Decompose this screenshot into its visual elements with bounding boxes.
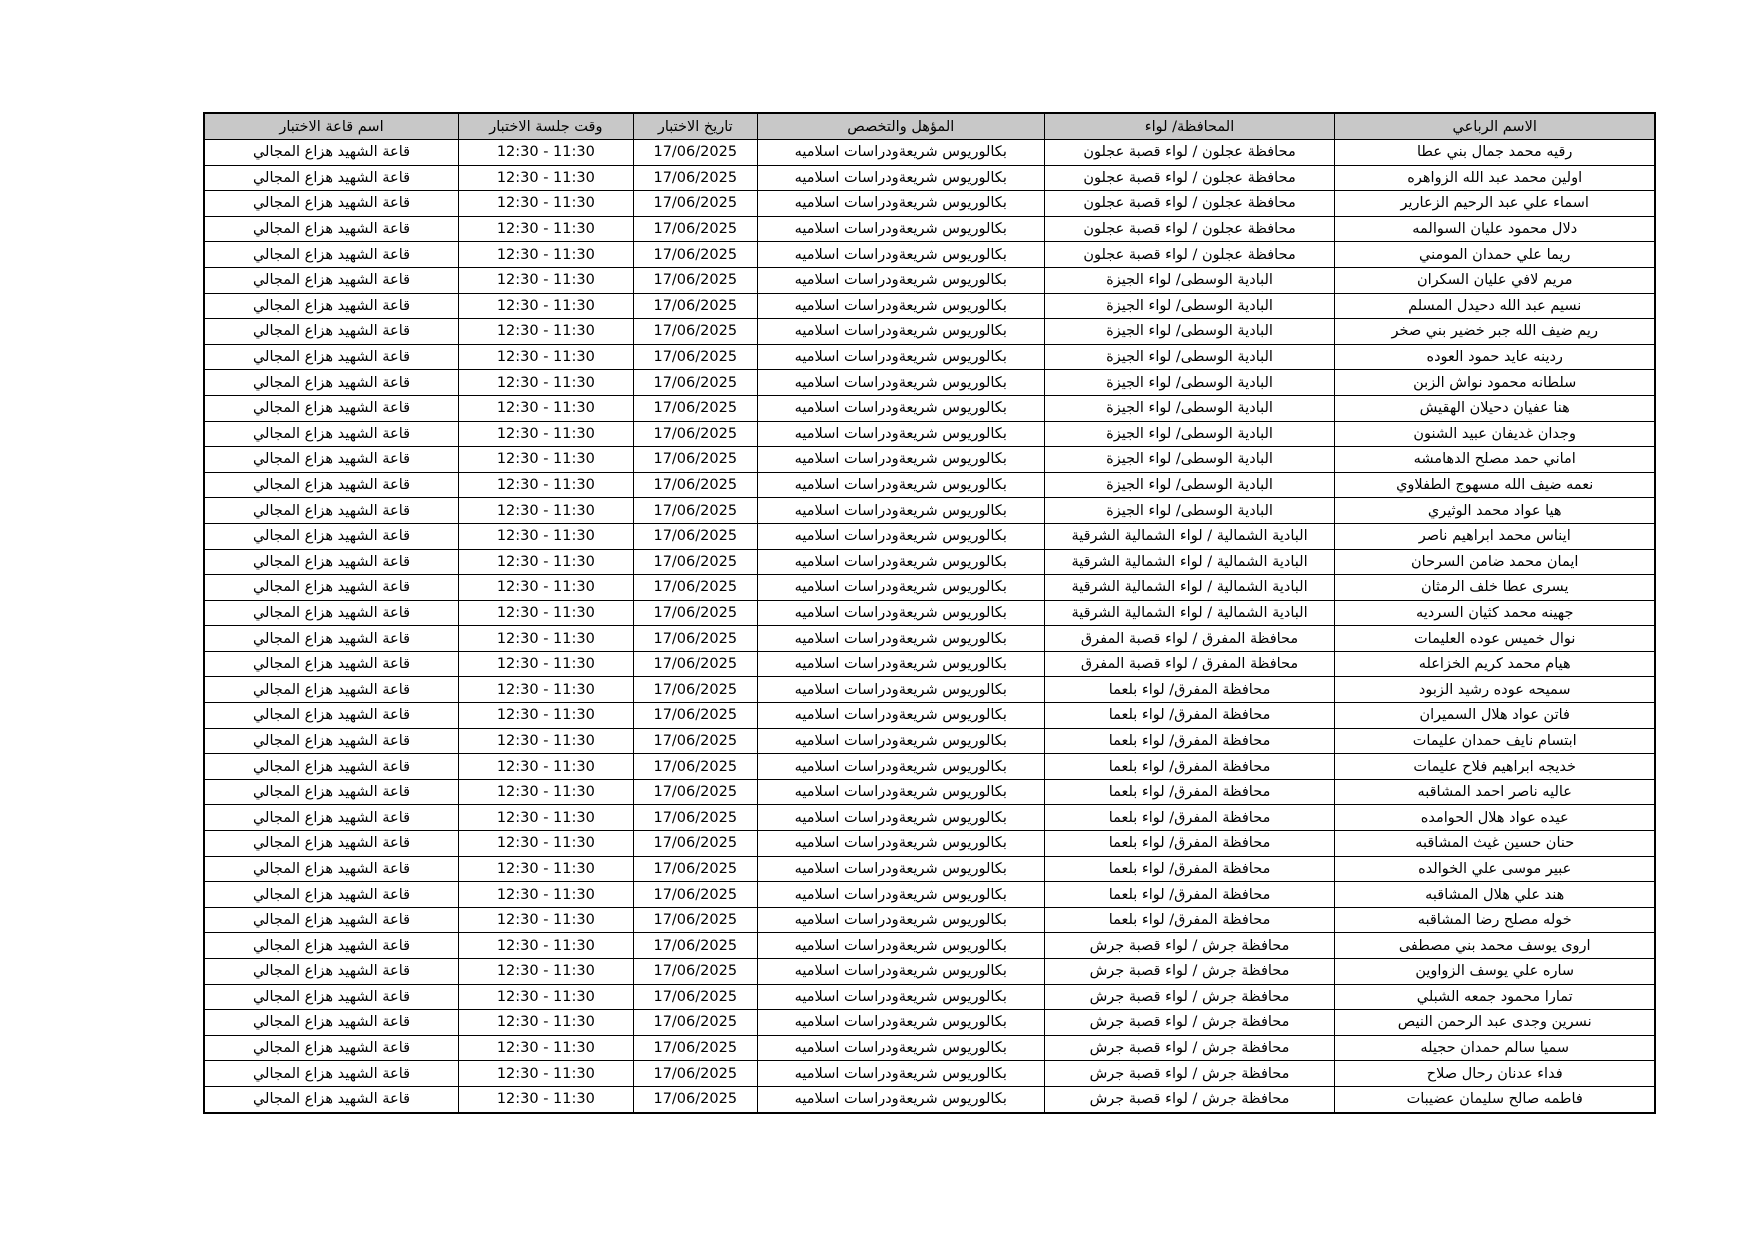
cell-time: 12:30 - 11:30 [459,216,634,242]
table-header [204,113,1655,140]
cell-qualification: بكالوريوس شريعةودراسات اسلاميه [757,651,1044,677]
cell-time: 12:30 - 11:30 [459,1035,634,1061]
cell-time: 12:30 - 11:30 [459,575,634,601]
cell-hall: قاعة الشهيد هزاع المجالي [204,626,459,652]
table-row [204,267,1655,293]
table-row [204,523,1655,549]
table-row [204,600,1655,626]
cell-name: مريم لافي عليان السكران [1335,267,1655,293]
cell-hall: قاعة الشهيد هزاع المجالي [204,370,459,396]
cell-hall: قاعة الشهيد هزاع المجالي [204,779,459,805]
cell-qualification: بكالوريوس شريعةودراسات اسلاميه [757,140,1044,166]
table-row [204,984,1655,1010]
header-governorate: المحافظة/ لواء [1044,113,1335,140]
cell-name: فاطمه صالح سليمان عضيبات [1335,1086,1655,1112]
cell-qualification: بكالوريوس شريعةودراسات اسلاميه [757,575,1044,601]
header-date: تاريخ الاختبار [633,113,757,140]
cell-date: 17/06/2025 [633,395,757,421]
cell-governorate: محافظة عجلون / لواء قصبة عجلون [1044,165,1335,191]
cell-time: 12:30 - 11:30 [459,933,634,959]
cell-name: ساره علي يوسف الزواوين [1335,959,1655,985]
cell-date: 17/06/2025 [633,754,757,780]
table-row [204,216,1655,242]
cell-qualification: بكالوريوس شريعةودراسات اسلاميه [757,447,1044,473]
cell-hall: قاعة الشهيد هزاع المجالي [204,1061,459,1087]
cell-hall: قاعة الشهيد هزاع المجالي [204,1010,459,1036]
cell-hall: قاعة الشهيد هزاع المجالي [204,856,459,882]
cell-name: حنان حسين غيث المشاقبه [1335,831,1655,857]
cell-time: 12:30 - 11:30 [459,984,634,1010]
cell-name: ايناس محمد ابراهيم ناصر [1335,523,1655,549]
cell-name: ريما علي حمدان المومني [1335,242,1655,268]
cell-qualification: بكالوريوس شريعةودراسات اسلاميه [757,344,1044,370]
cell-hall: قاعة الشهيد هزاع المجالي [204,191,459,217]
cell-governorate: محافظة جرش / لواء قصبة جرش [1044,933,1335,959]
table-row [204,651,1655,677]
cell-hall: قاعة الشهيد هزاع المجالي [204,1035,459,1061]
cell-date: 17/06/2025 [633,907,757,933]
table-row [204,754,1655,780]
cell-qualification: بكالوريوس شريعةودراسات اسلاميه [757,370,1044,396]
table-row [204,703,1655,729]
cell-hall: قاعة الشهيد هزاع المجالي [204,421,459,447]
cell-hall: قاعة الشهيد هزاع المجالي [204,242,459,268]
cell-date: 17/06/2025 [633,984,757,1010]
cell-governorate: محافظة عجلون / لواء قصبة عجلون [1044,216,1335,242]
cell-date: 17/06/2025 [633,267,757,293]
table-row [204,370,1655,396]
cell-governorate: محافظة المفرق/ لواء بلعما [1044,703,1335,729]
cell-qualification: بكالوريوس شريعةودراسات اسلاميه [757,472,1044,498]
cell-governorate: محافظة جرش / لواء قصبة جرش [1044,959,1335,985]
cell-qualification: بكالوريوس شريعةودراسات اسلاميه [757,856,1044,882]
cell-hall: قاعة الشهيد هزاع المجالي [204,575,459,601]
cell-governorate: البادية الوسطى/ لواء الجيزة [1044,370,1335,396]
table-body [204,140,1655,1113]
cell-name: اروى يوسف محمد بني مصطفى [1335,933,1655,959]
cell-time: 12:30 - 11:30 [459,907,634,933]
cell-qualification: بكالوريوس شريعةودراسات اسلاميه [757,728,1044,754]
header-hall: اسم قاعة الاختبار [204,113,459,140]
cell-date: 17/06/2025 [633,293,757,319]
table-row [204,498,1655,524]
cell-governorate: البادية الوسطى/ لواء الجيزة [1044,447,1335,473]
table-row [204,1010,1655,1036]
cell-date: 17/06/2025 [633,472,757,498]
cell-time: 12:30 - 11:30 [459,267,634,293]
cell-hall: قاعة الشهيد هزاع المجالي [204,1086,459,1112]
cell-governorate: البادية الوسطى/ لواء الجيزة [1044,267,1335,293]
cell-name: جهينه محمد كثيان السرديه [1335,600,1655,626]
table-row [204,907,1655,933]
cell-hall: قاعة الشهيد هزاع المجالي [204,344,459,370]
cell-governorate: محافظة جرش / لواء قصبة جرش [1044,1061,1335,1087]
cell-date: 17/06/2025 [633,242,757,268]
cell-governorate: محافظة جرش / لواء قصبة جرش [1044,1035,1335,1061]
cell-date: 17/06/2025 [633,831,757,857]
cell-governorate: البادية الوسطى/ لواء الجيزة [1044,421,1335,447]
cell-time: 12:30 - 11:30 [459,754,634,780]
cell-name: سلطانه محمود نواش الزبن [1335,370,1655,396]
table-row [204,575,1655,601]
cell-date: 17/06/2025 [633,165,757,191]
cell-name: نعمه ضيف الله مسهوج الطفلاوي [1335,472,1655,498]
cell-governorate: محافظة المفرق/ لواء بلعما [1044,882,1335,908]
cell-time: 12:30 - 11:30 [459,959,634,985]
table-row [204,140,1655,166]
cell-time: 12:30 - 11:30 [459,344,634,370]
cell-qualification: بكالوريوس شريعةودراسات اسلاميه [757,831,1044,857]
cell-name: يسرى عطا خلف الرمثان [1335,575,1655,601]
cell-time: 12:30 - 11:30 [459,242,634,268]
cell-name: عاليه ناصر احمد المشاقبه [1335,779,1655,805]
cell-name: هنا عفيان دحيلان الهقيش [1335,395,1655,421]
cell-qualification: بكالوريوس شريعةودراسات اسلاميه [757,933,1044,959]
cell-hall: قاعة الشهيد هزاع المجالي [204,933,459,959]
cell-name: ابتسام نايف حمدان عليمات [1335,728,1655,754]
cell-time: 12:30 - 11:30 [459,549,634,575]
cell-date: 17/06/2025 [633,447,757,473]
cell-governorate: البادية الشمالية / لواء الشمالية الشرقية [1044,600,1335,626]
cell-hall: قاعة الشهيد هزاع المجالي [204,703,459,729]
cell-governorate: محافظة جرش / لواء قصبة جرش [1044,1010,1335,1036]
cell-date: 17/06/2025 [633,344,757,370]
cell-time: 12:30 - 11:30 [459,1010,634,1036]
cell-qualification: بكالوريوس شريعةودراسات اسلاميه [757,319,1044,345]
cell-date: 17/06/2025 [633,498,757,524]
cell-qualification: بكالوريوس شريعةودراسات اسلاميه [757,267,1044,293]
table-row [204,959,1655,985]
cell-governorate: محافظة المفرق / لواء قصبة المفرق [1044,626,1335,652]
cell-governorate: البادية الوسطى/ لواء الجيزة [1044,293,1335,319]
table-row [204,1061,1655,1087]
cell-name: اماني حمد مصلح الدهامشه [1335,447,1655,473]
cell-qualification: بكالوريوس شريعةودراسات اسلاميه [757,523,1044,549]
cell-date: 17/06/2025 [633,370,757,396]
cell-governorate: محافظة المفرق/ لواء بلعما [1044,754,1335,780]
cell-hall: قاعة الشهيد هزاع المجالي [204,805,459,831]
table-row [204,191,1655,217]
table-row [204,447,1655,473]
cell-date: 17/06/2025 [633,882,757,908]
cell-qualification: بكالوريوس شريعةودراسات اسلاميه [757,882,1044,908]
cell-hall: قاعة الشهيد هزاع المجالي [204,959,459,985]
table-row [204,421,1655,447]
cell-date: 17/06/2025 [633,728,757,754]
cell-time: 12:30 - 11:30 [459,191,634,217]
cell-governorate: البادية الشمالية / لواء الشمالية الشرقية [1044,575,1335,601]
table-row [204,882,1655,908]
cell-time: 12:30 - 11:30 [459,882,634,908]
cell-governorate: محافظة المفرق/ لواء بلعما [1044,805,1335,831]
cell-governorate: محافظة المفرق / لواء قصبة المفرق [1044,651,1335,677]
cell-date: 17/06/2025 [633,319,757,345]
cell-qualification: بكالوريوس شريعةودراسات اسلاميه [757,293,1044,319]
table-row [204,1086,1655,1112]
cell-qualification: بكالوريوس شريعةودراسات اسلاميه [757,242,1044,268]
cell-date: 17/06/2025 [633,191,757,217]
cell-time: 12:30 - 11:30 [459,677,634,703]
cell-hall: قاعة الشهيد هزاع المجالي [204,293,459,319]
cell-time: 12:30 - 11:30 [459,319,634,345]
cell-hall: قاعة الشهيد هزاع المجالي [204,523,459,549]
cell-name: خوله مصلح رضا المشاقبه [1335,907,1655,933]
cell-hall: قاعة الشهيد هزاع المجالي [204,216,459,242]
table-row [204,728,1655,754]
table-row [204,805,1655,831]
cell-qualification: بكالوريوس شريعةودراسات اسلاميه [757,677,1044,703]
header-time: وقت جلسة الاختبار [459,113,634,140]
cell-date: 17/06/2025 [633,549,757,575]
cell-name: رقيه محمد جمال بني عطا [1335,140,1655,166]
cell-name: اولين محمد عبد الله الزواهره [1335,165,1655,191]
cell-qualification: بكالوريوس شريعةودراسات اسلاميه [757,754,1044,780]
table-row [204,856,1655,882]
table-row [204,242,1655,268]
cell-hall: قاعة الشهيد هزاع المجالي [204,395,459,421]
cell-date: 17/06/2025 [633,959,757,985]
cell-time: 12:30 - 11:30 [459,1086,634,1112]
table-row [204,779,1655,805]
table-row [204,677,1655,703]
cell-hall: قاعة الشهيد هزاع المجالي [204,754,459,780]
cell-qualification: بكالوريوس شريعةودراسات اسلاميه [757,216,1044,242]
cell-qualification: بكالوريوس شريعةودراسات اسلاميه [757,549,1044,575]
table-row [204,549,1655,575]
table-row [204,1035,1655,1061]
header-qualification: المؤهل والتخصص [757,113,1044,140]
cell-name: نوال خميس عوده العليمات [1335,626,1655,652]
cell-hall: قاعة الشهيد هزاع المجالي [204,831,459,857]
cell-time: 12:30 - 11:30 [459,523,634,549]
cell-hall: قاعة الشهيد هزاع المجالي [204,651,459,677]
cell-time: 12:30 - 11:30 [459,831,634,857]
cell-hall: قاعة الشهيد هزاع المجالي [204,549,459,575]
cell-governorate: محافظة عجلون / لواء قصبة عجلون [1044,140,1335,166]
table-row [204,165,1655,191]
cell-name: هيا عواد محمد الوثيري [1335,498,1655,524]
cell-name: اسماء علي عبد الرحيم الزعارير [1335,191,1655,217]
cell-date: 17/06/2025 [633,1035,757,1061]
cell-qualification: بكالوريوس شريعةودراسات اسلاميه [757,395,1044,421]
cell-name: ريم ضيف الله جبر خضير بني صخر [1335,319,1655,345]
cell-time: 12:30 - 11:30 [459,498,634,524]
cell-date: 17/06/2025 [633,677,757,703]
cell-name: ردينه عايد حمود العوده [1335,344,1655,370]
cell-time: 12:30 - 11:30 [459,395,634,421]
cell-time: 12:30 - 11:30 [459,626,634,652]
cell-time: 12:30 - 11:30 [459,728,634,754]
cell-qualification: بكالوريوس شريعةودراسات اسلاميه [757,907,1044,933]
cell-hall: قاعة الشهيد هزاع المجالي [204,984,459,1010]
cell-qualification: بكالوريوس شريعةودراسات اسلاميه [757,626,1044,652]
cell-governorate: البادية الوسطى/ لواء الجيزة [1044,344,1335,370]
cell-hall: قاعة الشهيد هزاع المجالي [204,600,459,626]
cell-qualification: بكالوريوس شريعةودراسات اسلاميه [757,600,1044,626]
cell-governorate: البادية الوسطى/ لواء الجيزة [1044,395,1335,421]
cell-name: سميحه عوده رشيد الزبود [1335,677,1655,703]
cell-governorate: البادية الوسطى/ لواء الجيزة [1044,319,1335,345]
cell-hall: قاعة الشهيد هزاع المجالي [204,447,459,473]
cell-hall: قاعة الشهيد هزاع المجالي [204,882,459,908]
cell-name: هند علي هلال المشاقبه [1335,882,1655,908]
cell-date: 17/06/2025 [633,626,757,652]
cell-hall: قاعة الشهيد هزاع المجالي [204,140,459,166]
cell-time: 12:30 - 11:30 [459,805,634,831]
cell-name: وجدان غديفان عبيد الشنون [1335,421,1655,447]
cell-governorate: محافظة المفرق/ لواء بلعما [1044,779,1335,805]
cell-time: 12:30 - 11:30 [459,165,634,191]
cell-time: 12:30 - 11:30 [459,370,634,396]
cell-name: هيام محمد كريم الخزاعله [1335,651,1655,677]
cell-date: 17/06/2025 [633,779,757,805]
cell-governorate: محافظة المفرق/ لواء بلعما [1044,728,1335,754]
cell-date: 17/06/2025 [633,856,757,882]
cell-hall: قاعة الشهيد هزاع المجالي [204,267,459,293]
cell-hall: قاعة الشهيد هزاع المجالي [204,907,459,933]
cell-qualification: بكالوريوس شريعةودراسات اسلاميه [757,779,1044,805]
cell-qualification: بكالوريوس شريعةودراسات اسلاميه [757,984,1044,1010]
cell-qualification: بكالوريوس شريعةودراسات اسلاميه [757,1061,1044,1087]
cell-time: 12:30 - 11:30 [459,447,634,473]
cell-date: 17/06/2025 [633,575,757,601]
cell-governorate: محافظة عجلون / لواء قصبة عجلون [1044,242,1335,268]
cell-time: 12:30 - 11:30 [459,651,634,677]
cell-name: خديجه ابراهيم فلاح عليمات [1335,754,1655,780]
exam-schedule-table [203,112,1656,1114]
cell-governorate: البادية الوسطى/ لواء الجيزة [1044,472,1335,498]
cell-name: نسرين وجدى عبد الرحمن النيص [1335,1010,1655,1036]
cell-qualification: بكالوريوس شريعةودراسات اسلاميه [757,421,1044,447]
cell-governorate: محافظة المفرق/ لواء بلعما [1044,907,1335,933]
table-row [204,344,1655,370]
cell-qualification: بكالوريوس شريعةودراسات اسلاميه [757,1035,1044,1061]
cell-name: فداء عدنان رحال صلاح [1335,1061,1655,1087]
cell-name: عيده عواد هلال الحوامده [1335,805,1655,831]
cell-date: 17/06/2025 [633,651,757,677]
cell-time: 12:30 - 11:30 [459,779,634,805]
cell-date: 17/06/2025 [633,421,757,447]
cell-qualification: بكالوريوس شريعةودراسات اسلاميه [757,1010,1044,1036]
cell-time: 12:30 - 11:30 [459,856,634,882]
table-row [204,395,1655,421]
cell-qualification: بكالوريوس شريعةودراسات اسلاميه [757,959,1044,985]
cell-governorate: محافظة عجلون / لواء قصبة عجلون [1044,191,1335,217]
cell-governorate: البادية الشمالية / لواء الشمالية الشرقية [1044,549,1335,575]
cell-date: 17/06/2025 [633,140,757,166]
cell-date: 17/06/2025 [633,1010,757,1036]
cell-qualification: بكالوريوس شريعةودراسات اسلاميه [757,805,1044,831]
table-row [204,472,1655,498]
cell-time: 12:30 - 11:30 [459,703,634,729]
cell-hall: قاعة الشهيد هزاع المجالي [204,677,459,703]
cell-date: 17/06/2025 [633,216,757,242]
cell-governorate: محافظة المفرق/ لواء بلعما [1044,677,1335,703]
cell-name: عبير موسى علي الخوالده [1335,856,1655,882]
cell-time: 12:30 - 11:30 [459,600,634,626]
cell-governorate: محافظة جرش / لواء قصبة جرش [1044,984,1335,1010]
cell-hall: قاعة الشهيد هزاع المجالي [204,319,459,345]
cell-qualification: بكالوريوس شريعةودراسات اسلاميه [757,191,1044,217]
table-row [204,831,1655,857]
header-row [204,113,1655,140]
cell-time: 12:30 - 11:30 [459,421,634,447]
cell-time: 12:30 - 11:30 [459,1061,634,1087]
table-row [204,319,1655,345]
cell-name: فاتن عواد هلال السميران [1335,703,1655,729]
cell-hall: قاعة الشهيد هزاع المجالي [204,728,459,754]
cell-time: 12:30 - 11:30 [459,472,634,498]
cell-name: سميا سالم حمدان حجيله [1335,1035,1655,1061]
cell-date: 17/06/2025 [633,805,757,831]
cell-governorate: البادية الشمالية / لواء الشمالية الشرقية [1044,523,1335,549]
cell-qualification: بكالوريوس شريعةودراسات اسلاميه [757,498,1044,524]
table-row [204,933,1655,959]
cell-name: ايمان محمد ضامن السرحان [1335,549,1655,575]
cell-qualification: بكالوريوس شريعةودراسات اسلاميه [757,165,1044,191]
cell-date: 17/06/2025 [633,523,757,549]
cell-date: 17/06/2025 [633,1086,757,1112]
cell-date: 17/06/2025 [633,933,757,959]
cell-name: دلال محمود عليان السوالمه [1335,216,1655,242]
cell-name: تمارا محمود جمعه الشبلي [1335,984,1655,1010]
cell-governorate: محافظة المفرق/ لواء بلعما [1044,831,1335,857]
cell-governorate: محافظة المفرق/ لواء بلعما [1044,856,1335,882]
cell-hall: قاعة الشهيد هزاع المجالي [204,472,459,498]
cell-date: 17/06/2025 [633,1061,757,1087]
cell-date: 17/06/2025 [633,703,757,729]
cell-name: نسيم عبد الله دحيدل المسلم [1335,293,1655,319]
cell-governorate: البادية الوسطى/ لواء الجيزة [1044,498,1335,524]
cell-time: 12:30 - 11:30 [459,293,634,319]
cell-qualification: بكالوريوس شريعةودراسات اسلاميه [757,1086,1044,1112]
header-name: الاسم الرباعي [1335,113,1655,140]
cell-hall: قاعة الشهيد هزاع المجالي [204,165,459,191]
table-row [204,626,1655,652]
table-row [204,293,1655,319]
cell-time: 12:30 - 11:30 [459,140,634,166]
cell-date: 17/06/2025 [633,600,757,626]
cell-qualification: بكالوريوس شريعةودراسات اسلاميه [757,703,1044,729]
cell-hall: قاعة الشهيد هزاع المجالي [204,498,459,524]
cell-governorate: محافظة جرش / لواء قصبة جرش [1044,1086,1335,1112]
